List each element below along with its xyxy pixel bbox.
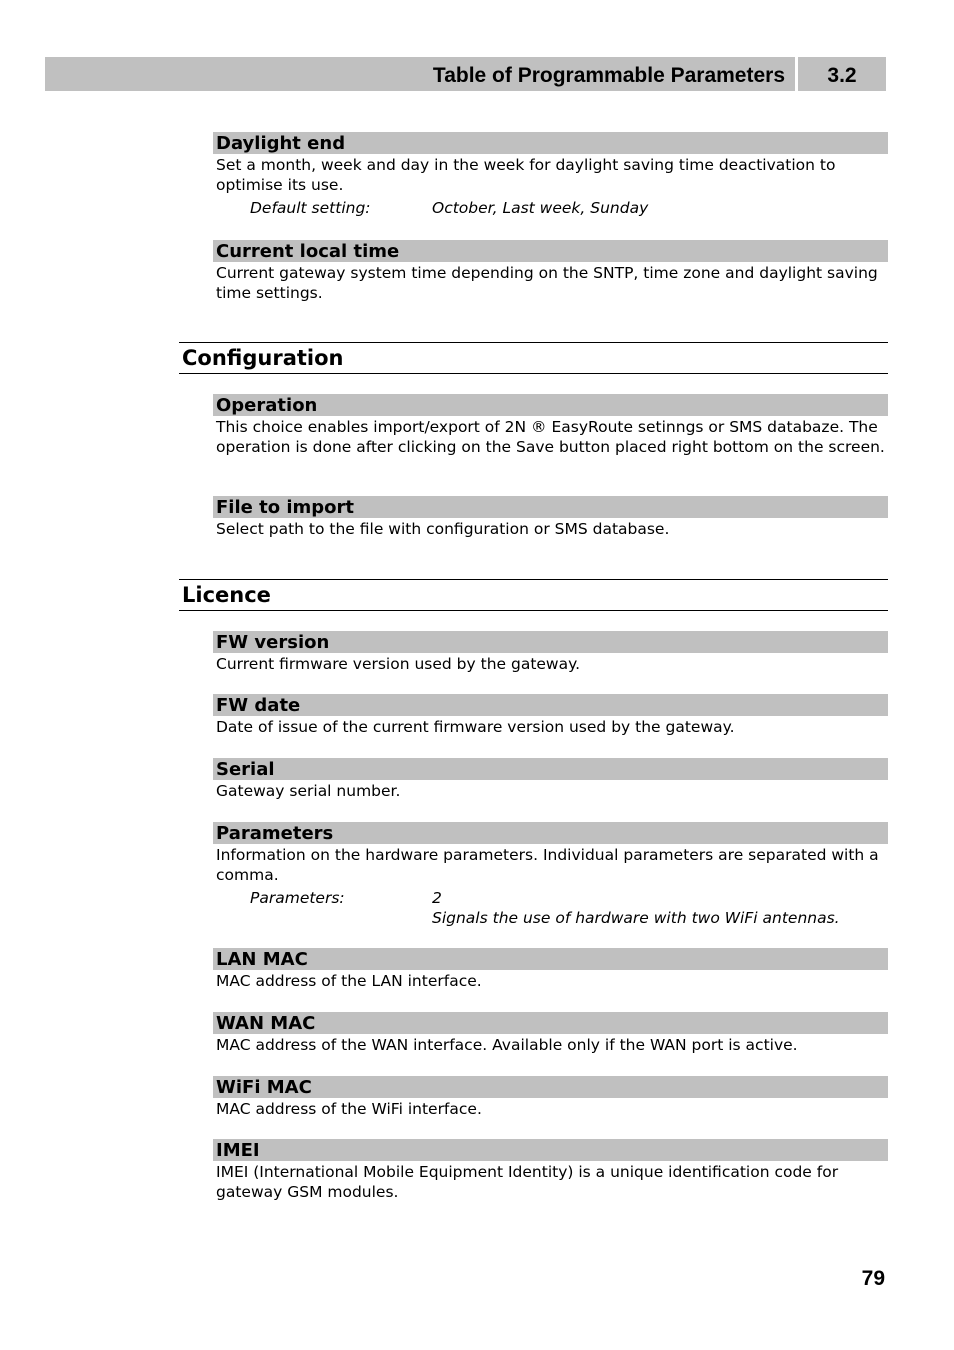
param-description: Information on the hardware parameters. Individual parameters are separated with a comma. [216, 846, 879, 884]
param-description: Date of issue of the current firmware version used by the gateway. [216, 718, 735, 736]
param-operation [213, 394, 888, 457]
section-title: Configuration [182, 346, 344, 370]
param-title: LAN MAC [213, 948, 888, 970]
parameters-value: 2 [432, 889, 442, 907]
param-wan-mac [213, 1012, 888, 1055]
param-file-to-import [213, 496, 888, 539]
param-serial [213, 758, 888, 801]
param-parameters [213, 822, 888, 928]
param-title: Parameters [213, 822, 888, 844]
param-lan-mac [213, 948, 888, 991]
default-setting-row [213, 198, 888, 218]
param-daylight-end [213, 132, 888, 218]
parameters-value-row [213, 888, 888, 908]
param-description: MAC address of the WiFi interface. [216, 1100, 482, 1118]
param-description: Current firmware version used by the gateway. [216, 655, 580, 673]
param-fw-version [213, 631, 888, 674]
param-title: Daylight end [213, 132, 888, 154]
page-number: 79 [861, 1267, 885, 1290]
param-title: Operation [213, 394, 888, 416]
param-description: Set a month, week and day in the week for daylight saving time deactivation to optimise its use. [216, 156, 836, 194]
param-description: MAC address of the WAN interface. Available only if the WAN port is active. [216, 1036, 798, 1054]
default-setting-label: Default setting: [250, 199, 371, 217]
param-description: This choice enables import/export of 2N ® EasyRoute setinngs or SMS databaze. The operation is done after clicking on the Save button placed right bottom on the screen. [216, 418, 885, 456]
parameters-note-row [213, 908, 888, 928]
param-description: Select path to the file with configuration or SMS database. [216, 520, 670, 538]
param-fw-date [213, 694, 888, 737]
param-title: Serial [213, 758, 888, 780]
param-title: File to import [213, 496, 888, 518]
param-title: FW version [213, 631, 888, 653]
section-heading-licence [179, 579, 888, 611]
param-title: IMEI [213, 1139, 888, 1161]
param-wifi-mac [213, 1076, 888, 1119]
param-description: Gateway serial number. [216, 782, 401, 800]
param-description: IMEI (International Mobile Equipment Identity) is a unique identification code for gateway GSM modules. [216, 1163, 839, 1201]
section-number: 3.2 [798, 57, 886, 91]
param-description: MAC address of the LAN interface. [216, 972, 482, 990]
parameters-value-note: Signals the use of hardware with two WiFi antennas. [432, 909, 840, 927]
param-description: Current gateway system time depending on the SNTP, time zone and daylight saving time settings. [216, 264, 878, 302]
section-heading-configuration [179, 342, 888, 374]
section-title: Licence [182, 583, 271, 607]
page-header-title: Table of Programmable Parameters [432, 64, 785, 87]
param-title: WAN MAC [213, 1012, 888, 1034]
param-imei [213, 1139, 888, 1202]
parameters-label: Parameters: [250, 889, 345, 907]
param-title: FW date [213, 694, 888, 716]
param-current-local-time [213, 240, 888, 303]
header-bar [45, 57, 795, 91]
param-title: WiFi MAC [213, 1076, 888, 1098]
param-title: Current local time [213, 240, 888, 262]
default-setting-value: October, Last week, Sunday [432, 199, 649, 217]
